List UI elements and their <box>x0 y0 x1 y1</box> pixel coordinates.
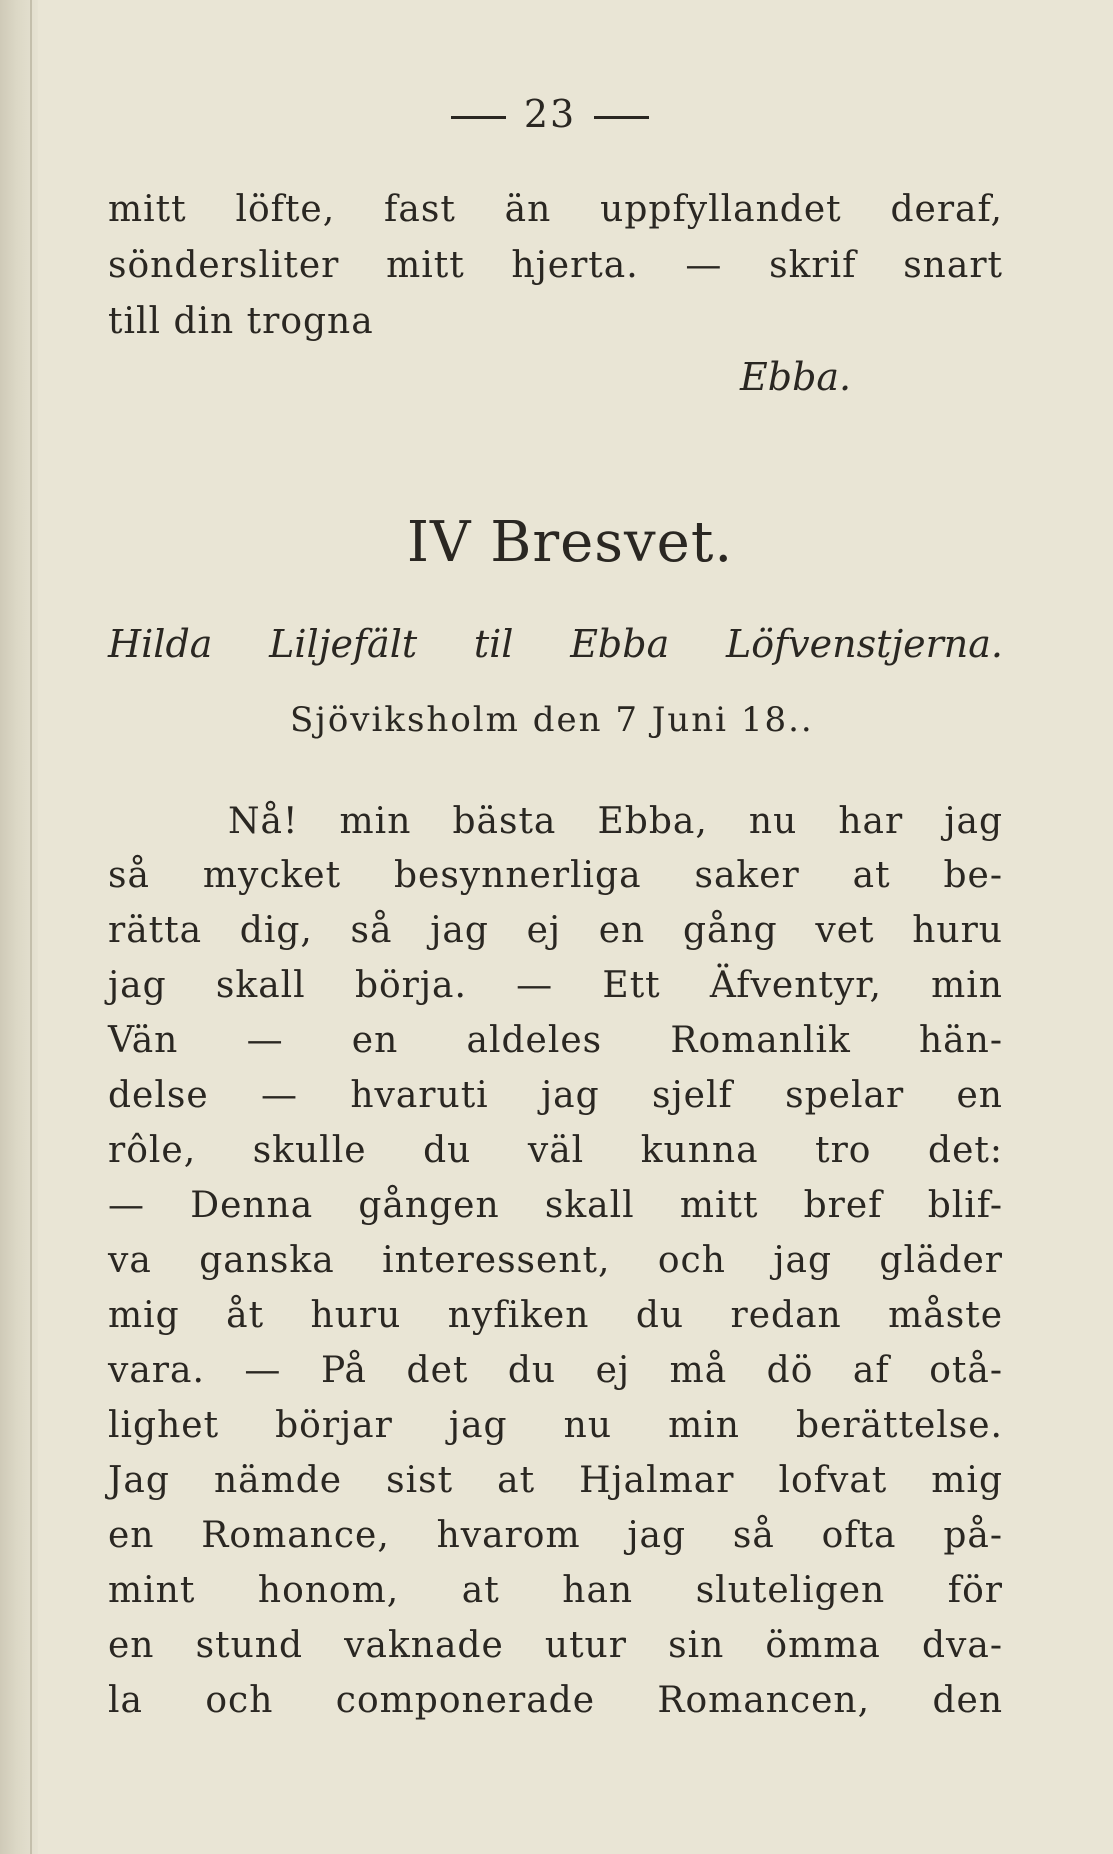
body-line: la och componerade Romancen, den <box>108 1680 1003 1721</box>
body-line: rôle, skulle du väl kunna tro det: <box>108 1130 1003 1171</box>
letter-address: Hilda Liljefält til Ebba Löfvenstjerna. <box>108 622 1003 666</box>
body-line: Nå! min bästa Ebba, nu har jag <box>228 801 1003 842</box>
body-line: delse — hvaruti jag sjelf spelar en <box>108 1075 1003 1116</box>
letter-dateline: Sjöviksholm den 7 Juni 18.. <box>290 700 814 740</box>
body-line: så mycket besynnerliga saker at be- <box>108 855 1003 896</box>
body-line: va ganska interessent, och jag gläder <box>108 1240 1003 1281</box>
page-number-header <box>400 92 700 136</box>
folio-dash-right <box>594 116 649 119</box>
folio-dash-left <box>451 116 506 119</box>
body-line: Vän — en aldeles Romanlik hän- <box>108 1020 1003 1061</box>
body-line: mig åt huru nyfiken du redan måste <box>108 1295 1003 1336</box>
letter-end-line: mitt löfte, fast än uppfyllandet deraf, <box>108 189 1003 230</box>
body-line: jag skall börja. — Ett Äfventyr, min <box>108 965 1003 1006</box>
page-number: 23 <box>523 92 577 136</box>
body-line: lighet börjar jag nu min berättelse. <box>108 1405 1003 1446</box>
body-line: mint honom, at han sluteligen för <box>108 1570 1003 1611</box>
body-line: Jag nämde sist at Hjalmar lofvat mig <box>108 1460 1003 1501</box>
body-line: — Denna gången skall mitt bref blif- <box>108 1185 1003 1226</box>
letter-signature: Ebba. <box>740 355 852 399</box>
body-line: en stund vaknade utur sin ömma dva- <box>108 1625 1003 1666</box>
chapter-heading: IV Bresvet. <box>406 510 734 575</box>
letter-end-line: söndersliter mitt hjerta. — skrif snart <box>108 245 1003 286</box>
body-line: vara. — På det du ej må dö af otå- <box>108 1350 1003 1391</box>
body-line: rätta dig, så jag ej en gång vet huru <box>108 910 1003 951</box>
letter-end-line: till din trogna <box>108 301 374 342</box>
body-line: en Romance, hvarom jag så ofta på- <box>108 1515 1003 1556</box>
